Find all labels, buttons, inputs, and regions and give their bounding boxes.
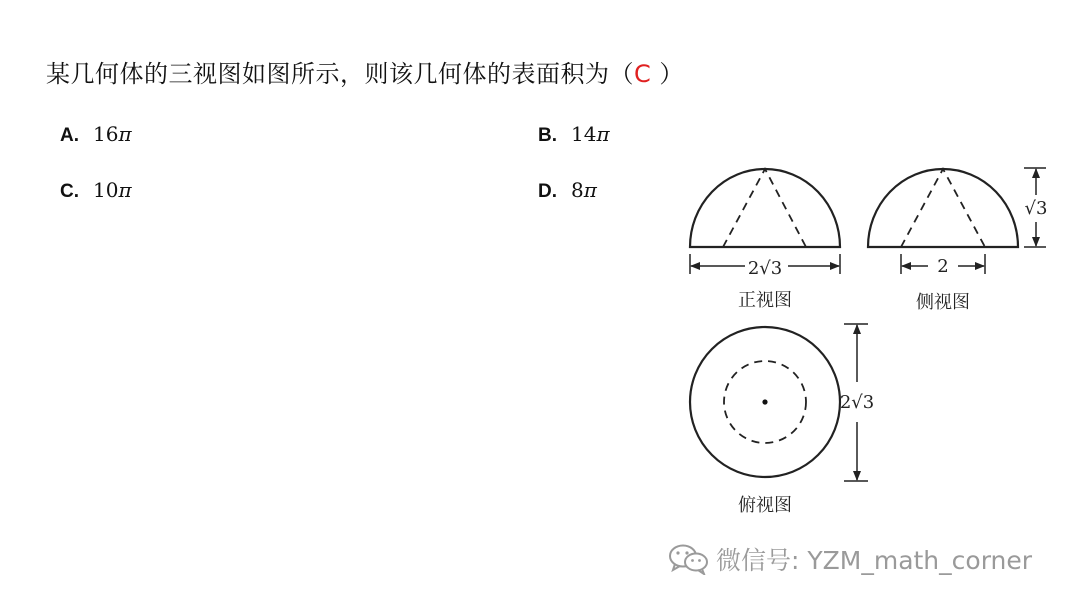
side-height-label: √3	[1024, 198, 1048, 219]
center-dot	[762, 399, 767, 404]
side-view	[868, 168, 1046, 274]
choice-pi: π	[583, 178, 597, 202]
question-prefix: 某几何体的三视图如图所示，则该几何体的表面积为（	[46, 60, 634, 88]
choice-letter: B.	[538, 125, 557, 146]
choice-letter: D.	[538, 181, 557, 202]
watermark	[668, 541, 1032, 577]
choice-pi: π	[118, 178, 132, 202]
watermark-text: 微信号: YZM_math_corner	[716, 546, 1033, 575]
question-text	[46, 54, 684, 89]
choice-number: 14	[571, 122, 597, 146]
top-view-caption: 俯视图	[738, 495, 792, 516]
top-dim-label: 2√3	[839, 392, 875, 413]
answer-mark: C	[634, 60, 652, 88]
front-view-caption: 正视图	[738, 290, 792, 311]
choice-c[interactable]	[60, 178, 132, 203]
choice-number: 16	[93, 122, 119, 146]
choice-pi: π	[118, 122, 132, 146]
side-width-label: 2	[937, 256, 949, 277]
wechat-icon	[668, 543, 710, 575]
choice-a[interactable]	[60, 122, 132, 147]
choice-b[interactable]	[538, 122, 610, 147]
choice-pi: π	[596, 122, 610, 146]
side-view-caption: 侧视图	[916, 292, 970, 313]
choice-letter: C.	[60, 181, 79, 202]
three-view-figure	[660, 150, 1060, 530]
choice-number: 8	[571, 178, 584, 202]
front-dim-label: 2√3	[747, 258, 783, 279]
choice-number: 10	[93, 178, 119, 202]
choice-d[interactable]	[538, 178, 597, 203]
choice-letter: A.	[60, 125, 79, 146]
question-suffix: ）	[651, 60, 684, 88]
